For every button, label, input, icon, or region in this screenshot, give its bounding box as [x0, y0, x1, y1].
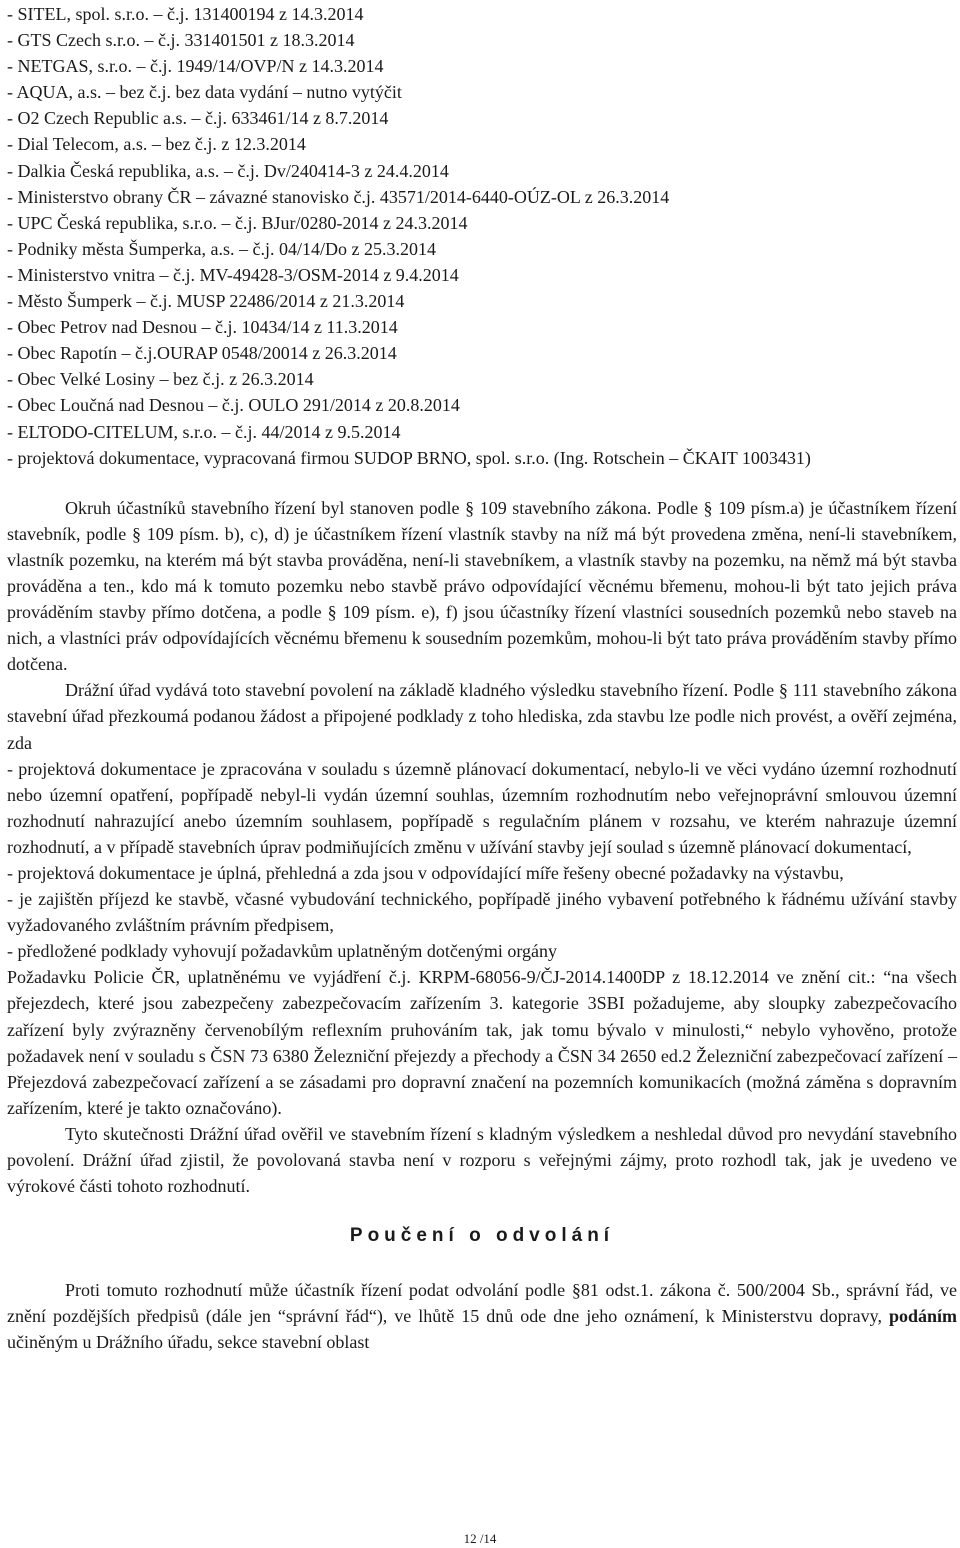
paragraph-policie: Požadavku Policie ČR, uplatněnému ve vyjádření č.j. KRPM-68056-9/ČJ-2014.1400DP z 18.12.2014 ve znění cit.: “na všech přejezdech, které jsou zabezpečeny zabezpečovacím zařízením 3. kategorie 3SBI požadujeme, aby sloupky zabezpečovacího zařízení byly zvýrazněny červenobílým reflexním pruhováním tak, jak tomu bývalo v minulosti,“ nebylo vyhověno, protože požadavek není v souladu s ČSN 73 6380 Železniční přejezdy a přechody a ČSN 34 2650 ed.2 Železniční zabezpečovací zařízení – Přejezdová zabezpečovací zařízení a se zásadami pro dopravní značení na pozemních komunikacích (možná záměna s dopravním zařízením, které je takto označováno). — [7, 967, 957, 1118]
section-heading: Poučení o odvolání — [349, 1225, 615, 1247]
list-item: - Obec Velké Losiny – bez č.j. z 26.3.2014 — [7, 369, 314, 390]
list-item: - Město Šumperk – č.j. MUSP 22486/2014 z 21.3.2014 — [7, 291, 405, 312]
list-item: - ELTODO-CITELUM, s.r.o. – č.j. 44/2014 z 9.5.2014 — [7, 421, 401, 442]
list-item: - GTS Czech s.r.o. – č.j. 331401501 z 18.3.2014 — [7, 30, 355, 51]
paragraph-proti-text: Proti tomuto rozhodnutí může účastník řízení podat odvolání podle §81 odst.1. zákona č. 500/2004 Sb., správní řád, ve znění pozdějších předpisů (dále jen “správní řád“), ve lhůtě 15 dnů ode dne jeho oznámení, k Ministerstvu dopravy, — [7, 1280, 957, 1327]
list-item: - NETGAS, s.r.o. – č.j. 1949/14/OVP/N z 14.3.2014 — [7, 56, 384, 77]
paragraph-bullet-1: - projektová dokumentace je zpracována v souladu s územně plánovací dokumentací, nebylo-li ve věci vydáno územní rozhodnutí nebo územní opatření, popřípadě nebyl-li vydán územní souhlas, územním rozhodnutím nebo veřejnoprávní smlouvou územní rozhodnutí nahrazující anebo územním souhlasem, popřípadě s regulačním plánem v rozsahu, ve kterém nahrazuje územní rozhodnutí, a v případě stavebních úprav podmiňujících změnu v užívání stavby její soulad s územně plánovací dokumentací, — [7, 758, 957, 857]
list-item: - Ministerstvo obrany ČR – závazné stanovisko č.j. 43571/2014-6440-OÚZ-OL z 26.3.2014 — [7, 186, 670, 207]
paragraph-proti-rozhodnuti — [7, 1277, 957, 1355]
list-item: - UPC Česká republika, s.r.o. – č.j. BJur/0280-2014 z 24.3.2014 — [7, 212, 468, 233]
list-item: - Obec Rapotín – č.j.OURAP 0548/20014 z 26.3.2014 — [7, 343, 397, 364]
page-number: 12 /14 — [463, 1531, 497, 1546]
list-item: - Obec Loučná nad Desnou – č.j. OULO 291/2014 z 20.8.2014 — [7, 395, 460, 416]
paragraph-drazni-urad: Drážní úřad vydává toto stavební povolení na základě kladného výsledku stavebního řízení. Podle § 111 stavebního zákona stavební úřad přezkoumá podanou žádost a připojené podklady z toho hlediska, zda stavbu lze podle nich provést, a ověří zejména, zda — [7, 680, 957, 753]
list-item: - Ministerstvo vnitra – č.j. MV-49428-3/OSM-2014 z 9.4.2014 — [7, 264, 459, 285]
list-item: - Dial Telecom, a.s. – bez č.j. z 12.3.2014 — [7, 134, 306, 155]
list-item: - Dalkia Česká republika, a.s. – č.j. Dv/240414-3 z 24.4.2014 — [7, 160, 449, 181]
stakeholder-list — [7, 1, 957, 445]
projekt-item: - projektová dokumentace, vypracovaná firmou SUDOP BRNO, spol. s.r.o. (Ing. Rotschein – ČKAIT 1003431) — [7, 447, 811, 468]
paragraph-bullet-2: - projektová dokumentace je úplná, přehledná a zda jsou v odpovídající míře řešeny obecné požadavky na výstavbu, — [7, 863, 844, 883]
list-item: - Obec Petrov nad Desnou – č.j. 10434/14 z 11.3.2014 — [7, 317, 398, 338]
paragraph-skutecnosti: Tyto skutečnosti Drážní úřad ověřil ve stavebním řízení s kladným výsledkem a neshledal důvod pro nevydání stavebního povolení. Drážní úřad zjistil, že povolovaná stavba není v rozporu s veřejnými zájmy, proto rozhodl tak, jak je uvedeno ve výrokové části tohoto rozhodnutí. — [7, 1123, 957, 1197]
paragraph-okruh-ucastniku: Okruh účastníků stavebního řízení byl stanoven podle § 109 stavebního zákona. Podle § 109 písm.a) je účastníkem řízení stavebník, podle § 109 písm. b), c), d) je účastníkem řízení vlastník stavby na níž má být provedena změna, není-li stavebníkem, vlastník pozemku, na kterém má být stavba prováděna, není-li stavebníkem, a vlastník stavby na pozemku, na němž má být stavba prováděna a ten., kdo má k tomuto pozemku nebo stavbě právo odpovídající věcnému břemenu, mohou-li být tato jejich práva prováděním stavby přímo dotčena, a podle § 109 písm. e), f) jsou účastníky řízení vlastníci sousedních pozemků nebo staveb na nich, a vlastníci práv odpovídajících věcnému břemenu k sousedním pozemkům, mohou-li být tato práva prováděním stavby přímo dotčena. — [7, 497, 957, 675]
paragraph-bullet-3: - je zajištěn příjezd ke stavbě, včasné vybudování technického, popřípadě jiného vybavení potřebného k řádnému užívání stavby vyžadovaného zvláštním právním předpisem, — [7, 889, 957, 936]
document-page — [7, 0, 957, 1356]
list-item: - AQUA, a.s. – bez č.j. bez data vydání – nutno vytýčit — [7, 82, 402, 103]
paragraph-proti-bold: podáním — [888, 1306, 957, 1327]
list-item: - Podniky města Šumperka, a.s. – č.j. 04/14/Do z 25.3.2014 — [7, 238, 436, 259]
list-item: - O2 Czech Republic a.s. – č.j. 633461/14 z 8.7.2014 — [7, 108, 389, 129]
list-item: - SITEL, spol. s.r.o. – č.j. 131400194 z 14.3.2014 — [7, 4, 364, 24]
paragraph-proti-text-end: učiněným u Drážního úřadu, sekce stavební oblast — [7, 1332, 370, 1353]
paragraph-bullet-4: - předložené podklady vyhovují požadavkům uplatněným dotčenými orgány — [7, 941, 558, 962]
